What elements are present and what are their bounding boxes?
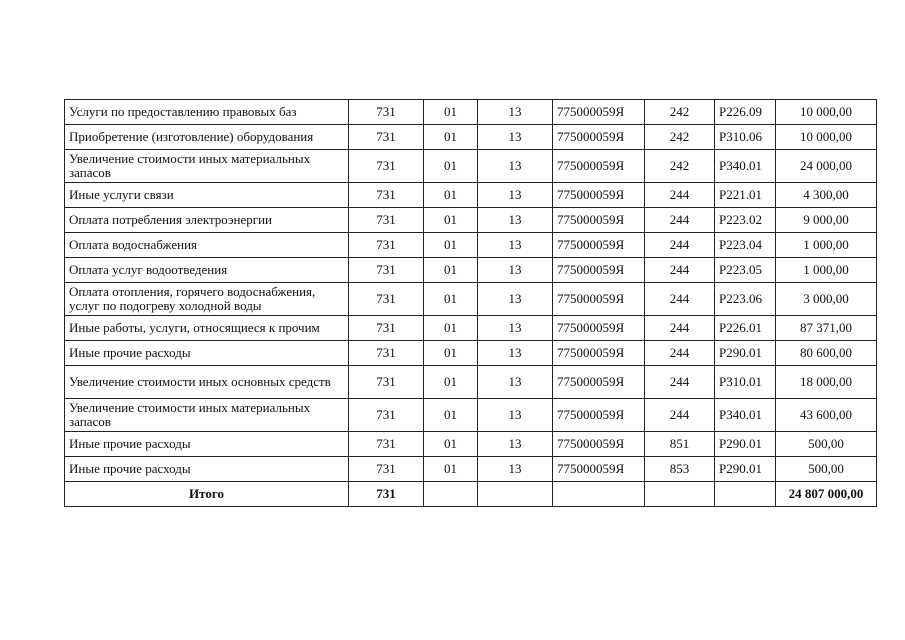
section-code: 01: [424, 150, 478, 183]
target-code: 775000059Я: [553, 150, 645, 183]
target-code: 775000059Я: [553, 432, 645, 457]
subsection-code: 13: [478, 125, 553, 150]
section-code: 01: [424, 208, 478, 233]
amount: 10 000,00: [776, 100, 877, 125]
kosgu-code: Р226.01: [715, 316, 776, 341]
subsection-code: 13: [478, 150, 553, 183]
admin-code: 731: [349, 208, 424, 233]
subsection-code: 13: [478, 183, 553, 208]
amount: 87 371,00: [776, 316, 877, 341]
amount: 4 300,00: [776, 183, 877, 208]
expense-name: Иные прочие расходы: [65, 457, 349, 482]
target-code: 775000059Я: [553, 399, 645, 432]
kosgu-code: Р290.01: [715, 432, 776, 457]
expense-type-code: 244: [645, 366, 715, 399]
kosgu-code: Р290.01: [715, 457, 776, 482]
kosgu-code: Р223.06: [715, 283, 776, 316]
amount: 18 000,00: [776, 366, 877, 399]
expense-type-code: 244: [645, 283, 715, 316]
section-code: 01: [424, 100, 478, 125]
amount: 80 600,00: [776, 341, 877, 366]
amount: 10 000,00: [776, 125, 877, 150]
section-code: 01: [424, 341, 478, 366]
section-code: 01: [424, 283, 478, 316]
subsection-code: 13: [478, 457, 553, 482]
empty-cell: [715, 482, 776, 507]
expense-type-code: 244: [645, 399, 715, 432]
target-code: 775000059Я: [553, 283, 645, 316]
section-code: 01: [424, 258, 478, 283]
target-code: 775000059Я: [553, 457, 645, 482]
expense-type-code: 853: [645, 457, 715, 482]
expense-type-code: 244: [645, 258, 715, 283]
table-row: [65, 233, 877, 258]
expense-name: Услуги по предоставлению правовых баз: [65, 100, 349, 125]
expense-type-code: 244: [645, 208, 715, 233]
expense-type-code: 244: [645, 183, 715, 208]
table-row: [65, 258, 877, 283]
budget-table: [64, 99, 877, 507]
section-code: 01: [424, 125, 478, 150]
target-code: 775000059Я: [553, 183, 645, 208]
table-row: [65, 366, 877, 399]
amount: 1 000,00: [776, 258, 877, 283]
table-row: [65, 183, 877, 208]
table-row: [65, 150, 877, 183]
expense-type-code: 242: [645, 100, 715, 125]
target-code: 775000059Я: [553, 258, 645, 283]
expense-name: Увеличение стоимости иных материальных запасов: [65, 150, 349, 183]
kosgu-code: Р223.05: [715, 258, 776, 283]
kosgu-code: Р310.06: [715, 125, 776, 150]
expense-type-code: 244: [645, 341, 715, 366]
total-admin-code: 731: [349, 482, 424, 507]
target-code: 775000059Я: [553, 366, 645, 399]
table-row: [65, 208, 877, 233]
expense-name: Оплата потребления электроэнергии: [65, 208, 349, 233]
expense-name: Увеличение стоимости иных материальных запасов: [65, 399, 349, 432]
expense-type-code: 244: [645, 233, 715, 258]
expense-name: Иные прочие расходы: [65, 432, 349, 457]
admin-code: 731: [349, 150, 424, 183]
total-row: [65, 482, 877, 507]
subsection-code: 13: [478, 366, 553, 399]
amount: 9 000,00: [776, 208, 877, 233]
expense-name: Оплата услуг водоотведения: [65, 258, 349, 283]
admin-code: 731: [349, 125, 424, 150]
empty-cell: [645, 482, 715, 507]
admin-code: 731: [349, 283, 424, 316]
kosgu-code: Р310.01: [715, 366, 776, 399]
empty-cell: [424, 482, 478, 507]
kosgu-code: Р340.01: [715, 150, 776, 183]
expense-name: Оплата водоснабжения: [65, 233, 349, 258]
subsection-code: 13: [478, 100, 553, 125]
subsection-code: 13: [478, 208, 553, 233]
admin-code: 731: [349, 183, 424, 208]
target-code: 775000059Я: [553, 341, 645, 366]
expense-name: Иные прочие расходы: [65, 341, 349, 366]
target-code: 775000059Я: [553, 316, 645, 341]
table-row: [65, 125, 877, 150]
target-code: 775000059Я: [553, 233, 645, 258]
admin-code: 731: [349, 366, 424, 399]
subsection-code: 13: [478, 258, 553, 283]
expense-name: Увеличение стоимости иных основных средств: [65, 366, 349, 399]
amount: 500,00: [776, 432, 877, 457]
table-row: [65, 316, 877, 341]
admin-code: 731: [349, 233, 424, 258]
section-code: 01: [424, 457, 478, 482]
section-code: 01: [424, 399, 478, 432]
table-row: [65, 432, 877, 457]
expense-name: Иные работы, услуги, относящиеся к прочим: [65, 316, 349, 341]
amount: 500,00: [776, 457, 877, 482]
amount: 3 000,00: [776, 283, 877, 316]
kosgu-code: Р223.02: [715, 208, 776, 233]
subsection-code: 13: [478, 341, 553, 366]
admin-code: 731: [349, 316, 424, 341]
table-row: [65, 100, 877, 125]
subsection-code: 13: [478, 399, 553, 432]
expense-type-code: 851: [645, 432, 715, 457]
table-row: [65, 457, 877, 482]
table-row: [65, 399, 877, 432]
amount: 43 600,00: [776, 399, 877, 432]
target-code: 775000059Я: [553, 125, 645, 150]
section-code: 01: [424, 366, 478, 399]
subsection-code: 13: [478, 233, 553, 258]
expense-type-code: 244: [645, 316, 715, 341]
section-code: 01: [424, 183, 478, 208]
expense-type-code: 242: [645, 125, 715, 150]
total-label: Итого: [65, 482, 349, 507]
amount: 1 000,00: [776, 233, 877, 258]
expense-name: Приобретение (изготовление) оборудования: [65, 125, 349, 150]
kosgu-code: Р221.01: [715, 183, 776, 208]
table-row: [65, 283, 877, 316]
subsection-code: 13: [478, 283, 553, 316]
amount: 24 000,00: [776, 150, 877, 183]
target-code: 775000059Я: [553, 208, 645, 233]
admin-code: 731: [349, 341, 424, 366]
kosgu-code: Р223.04: [715, 233, 776, 258]
expense-name: Оплата отопления, горячего водоснабжения, услуг по подогреву холодной воды: [65, 283, 349, 316]
admin-code: 731: [349, 399, 424, 432]
kosgu-code: Р226.09: [715, 100, 776, 125]
admin-code: 731: [349, 432, 424, 457]
section-code: 01: [424, 316, 478, 341]
empty-cell: [478, 482, 553, 507]
expense-name: Иные услуги связи: [65, 183, 349, 208]
kosgu-code: Р340.01: [715, 399, 776, 432]
section-code: 01: [424, 432, 478, 457]
section-code: 01: [424, 233, 478, 258]
subsection-code: 13: [478, 316, 553, 341]
admin-code: 731: [349, 100, 424, 125]
subsection-code: 13: [478, 432, 553, 457]
target-code: 775000059Я: [553, 100, 645, 125]
admin-code: 731: [349, 258, 424, 283]
total-amount: 24 807 000,00: [776, 482, 877, 507]
empty-cell: [553, 482, 645, 507]
expense-type-code: 242: [645, 150, 715, 183]
admin-code: 731: [349, 457, 424, 482]
table-row: [65, 341, 877, 366]
kosgu-code: Р290.01: [715, 341, 776, 366]
